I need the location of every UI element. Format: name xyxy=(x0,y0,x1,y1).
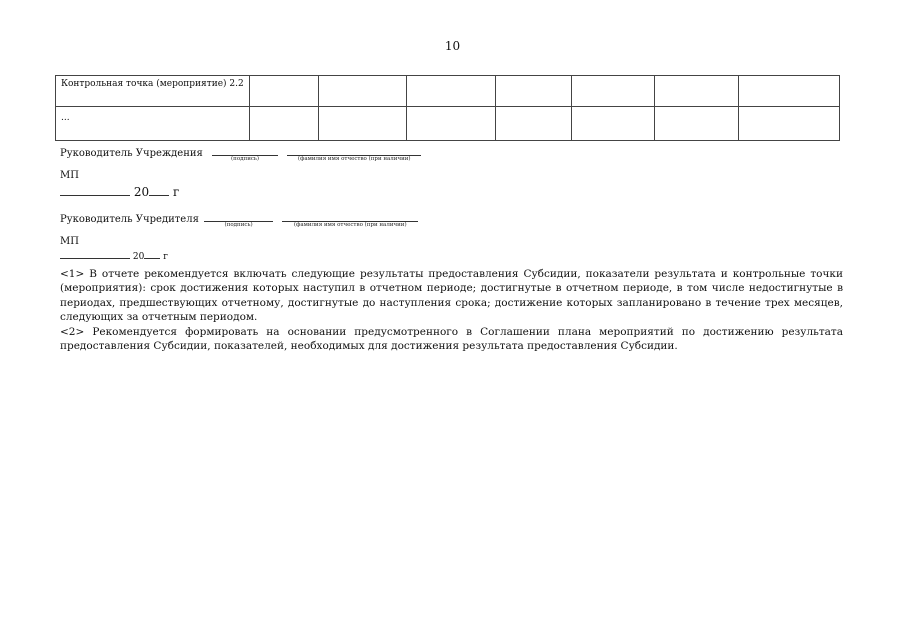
date-line xyxy=(60,183,179,199)
year-suffix: г xyxy=(172,185,180,199)
signature-caption: (подпись) xyxy=(224,222,253,228)
table-cell xyxy=(572,76,655,107)
signature-blank xyxy=(204,211,273,228)
year-prefix: 20 xyxy=(132,252,145,262)
name-caption: (фамилия имя отчество (при наличии) xyxy=(293,222,407,228)
year-blank xyxy=(144,249,160,259)
table-cell xyxy=(407,76,496,107)
table-cell xyxy=(572,107,655,141)
table-row xyxy=(56,76,840,107)
name-blank xyxy=(282,211,418,228)
table-cell xyxy=(739,107,840,141)
name-caption: (фамилия имя отчество (при наличии) xyxy=(297,156,411,162)
footnote-2: <2> Рекомендуется формировать на основании предусмотренного в Соглашении плана мероприятий по достижению результата предоставления Субсидии, показателей, необходимых для достижения результата предоставления Субсидии. xyxy=(60,325,843,353)
signature-caption: (подпись) xyxy=(231,156,260,162)
table-cell xyxy=(250,107,319,141)
table-cell xyxy=(496,76,572,107)
mp-label: МП xyxy=(60,170,79,181)
date-day-blank xyxy=(60,183,130,196)
date-day-blank xyxy=(60,249,130,259)
control-points-table xyxy=(55,75,840,141)
year-suffix: г xyxy=(163,252,168,262)
table-cell xyxy=(655,76,739,107)
footnotes xyxy=(60,267,843,353)
year-blank xyxy=(149,183,169,196)
table-cell xyxy=(319,107,407,141)
table-cell: Контрольная точка (мероприятие) 2.2 xyxy=(56,76,250,107)
founder-head-label: Руководитель Учредителя xyxy=(60,214,199,225)
table-row xyxy=(56,107,840,141)
institution-head-label: Руководитель Учреждения xyxy=(60,148,203,159)
year-prefix: 20 xyxy=(133,185,150,199)
table-cell xyxy=(739,76,840,107)
table-cell: ... xyxy=(56,107,250,141)
date-line xyxy=(60,249,168,262)
founder-head-signature-line xyxy=(60,211,418,228)
institution-head-signature-line xyxy=(60,145,421,162)
table-cell xyxy=(250,76,319,107)
table-cell xyxy=(319,76,407,107)
page-number: 10 xyxy=(444,39,461,53)
signature-blank xyxy=(212,145,278,162)
table-cell xyxy=(407,107,496,141)
mp-label: МП xyxy=(60,236,79,247)
table-cell xyxy=(655,107,739,141)
footnote-1: <1> В отчете рекомендуется включать следующие результаты предоставления Субсидии, показатели результата и контрольные точки (мероприятия): срок достижения которых наступил в отчетном периоде; достигнутые в отчетном периоде, в том числе недостигнутые в периодах, предшествующих отчетному, достигнутые до наступления срока; достижение которых запланировано в течение трех месяцев, следующих за отчетным периодом. xyxy=(60,268,843,324)
name-blank xyxy=(287,145,421,162)
table-cell xyxy=(496,107,572,141)
